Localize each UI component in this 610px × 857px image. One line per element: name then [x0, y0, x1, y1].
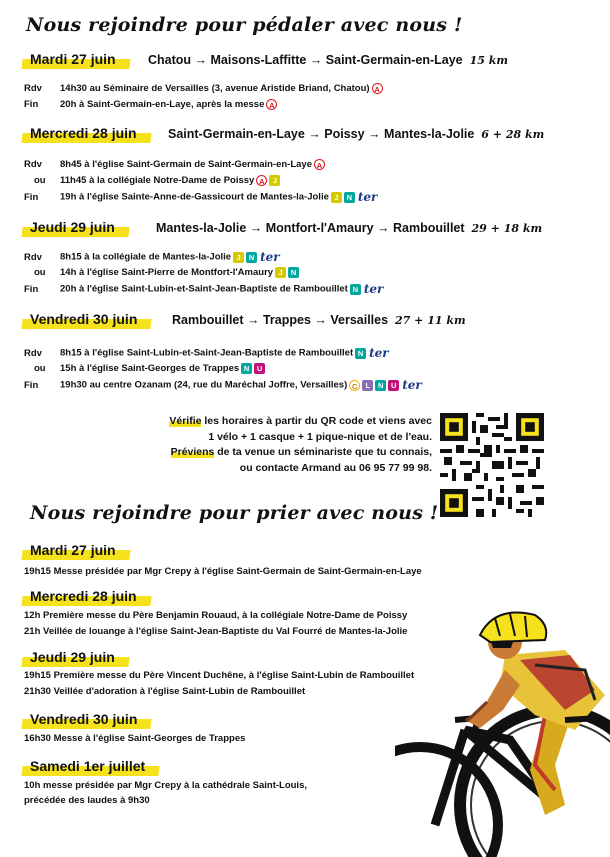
badge-line-n: N [246, 252, 257, 263]
route-tuesday: Chatou → Maisons-Laffitte → Saint-Germain-en-Laye 15 km [148, 53, 508, 67]
prayer-line: précédée des laudes à 9h30 [24, 795, 150, 806]
badge-line-l: L [362, 380, 373, 391]
line-wednesday-fin: Fin 19h à l'église Sainte-Anne-de-Gassicourt de Mantes-la-Jolie J N ter [24, 190, 378, 204]
prayer-line: 19h15 Messe présidée par Mgr Crepy à l'église Saint-Germain de Saint-Germain-en-Laye [24, 566, 422, 577]
badge-line-u: U [388, 380, 399, 391]
prayer-line: 19h15 Première messe du Père Vincent Duchêne, à l'église Saint-Lubin de Rambouillet [24, 670, 415, 681]
badge-rer-a: A [266, 99, 277, 110]
prayer-day-tuesday: Mardi 27 juin [22, 541, 124, 561]
prayer-day-thursday: Jeudi 29 juin [22, 648, 123, 668]
prayer-day-saturday: Samedi 1er juillet [22, 757, 153, 777]
info-notify: Préviens [170, 446, 215, 458]
route-wednesday: Saint-Germain-en-Laye → Poissy → Mantes-la-Jolie 6 + 28 km [168, 127, 545, 141]
badge-line-u: U [254, 363, 265, 374]
ter-logo: ter [260, 250, 280, 264]
section-title-cycling: Nous rejoindre pour pédaler avec nous ! [26, 14, 463, 36]
badge-line-j: J [331, 192, 342, 203]
line-tuesday-rdv: Rdv 14h30 au Séminaire de Versailles (3, avenue Aristide Briand, Chatou) A [24, 82, 383, 96]
badge-line-n: N [241, 363, 252, 374]
info-block: Vérifie les horaires à partir du QR code et viens avec 1 vélo + 1 casque + 1 pique-nique et de l'eau. Préviens de ta venue un séminariste que tu connais, ou contacte Armand au 06 95 77 99 98. [169, 415, 432, 474]
info-verify: Vérifie [169, 415, 202, 427]
section-title-prayer: Nous rejoindre pour prier avec nous ! [30, 502, 439, 524]
badge-rer-a: A [314, 159, 325, 170]
line-wednesday-rdv: Rdv 8h45 à l'église Saint-Germain de Saint-Germain-en-Laye A [24, 158, 325, 172]
prayer-day-wednesday: Mercredi 28 juin [22, 587, 145, 607]
line-friday-fin: Fin 19h30 au centre Ozanam (24, rue du Maréchal Joffre, Versailles) C L N U ter [24, 378, 422, 392]
line-thursday-rdv: Rdv 8h15 à la collégiale de Mantes-la-Jolie J N ter [24, 250, 280, 264]
ter-logo: ter [369, 346, 389, 360]
line-thursday-fin: Fin 20h à l'église Saint-Lubin-et-Saint-Jean-Baptiste de Rambouillet N ter [24, 282, 384, 296]
day-heading-tuesday: Mardi 27 juin [22, 50, 124, 70]
prayer-line: 21h30 Veillée d'adoration à l'église Saint-Lubin de Rambouillet [24, 686, 306, 697]
prayer-line: 10h messe présidée par Mgr Crepy à la cathédrale Saint-Louis, [24, 780, 307, 791]
badge-line-n: N [344, 192, 355, 203]
badge-rer-a: A [372, 83, 383, 94]
prayer-line: 12h Première messe du Père Benjamin Rouaud, à la collégiale Notre-Dame de Poissy [24, 610, 408, 621]
route-thursday: Mantes-la-Jolie → Montfort-l'Amaury → Rambouillet 29 + 18 km [156, 221, 543, 235]
badge-line-j: J [269, 175, 280, 186]
badge-line-j: J [233, 252, 244, 263]
badge-rer-c: C [349, 380, 360, 391]
day-heading-wednesday: Mercredi 28 juin [22, 124, 145, 144]
cyclist-illustration [395, 600, 610, 857]
line-thursday-ou: ou 14h à l'église Saint-Pierre de Montfort-l'Amaury J N [24, 266, 299, 280]
qr-code[interactable] [440, 413, 544, 517]
route-friday: Rambouillet → Trappes → Versailles 27 + 11 km [172, 313, 466, 327]
ter-logo: ter [363, 282, 384, 296]
prayer-line: 21h Veillée de louange à l'église Saint-Jean-Baptiste du Val Fourré de Mantes-la-Jolie [24, 626, 408, 637]
badge-line-n: N [375, 380, 386, 391]
badge-line-n: N [355, 348, 366, 359]
badge-rer-a: A [256, 175, 267, 186]
line-friday-rdv: Rdv 8h15 à l'église Saint-Lubin-et-Saint-Jean-Baptiste de Rambouillet N ter [24, 346, 389, 360]
badge-line-j: J [275, 267, 286, 278]
badge-line-n: N [288, 267, 299, 278]
day-heading-thursday: Jeudi 29 juin [22, 218, 123, 238]
line-friday-ou: ou 15h à l'église Saint-Georges de Trappes N U [24, 362, 265, 376]
ter-logo: ter [357, 190, 378, 204]
ter-logo: ter [402, 378, 422, 392]
prayer-line: 16h30 Messe à l'église Saint-Georges de Trappes [24, 733, 246, 744]
line-wednesday-ou: ou 11h45 à la collégiale Notre-Dame de Poissy A J [24, 174, 280, 188]
prayer-day-friday: Vendredi 30 juin [22, 710, 145, 730]
badge-line-n: N [350, 284, 361, 295]
line-tuesday-fin: Fin 20h à Saint-Germain-en-Laye, après la messe A [24, 98, 277, 112]
day-heading-friday: Vendredi 30 juin [22, 310, 145, 330]
